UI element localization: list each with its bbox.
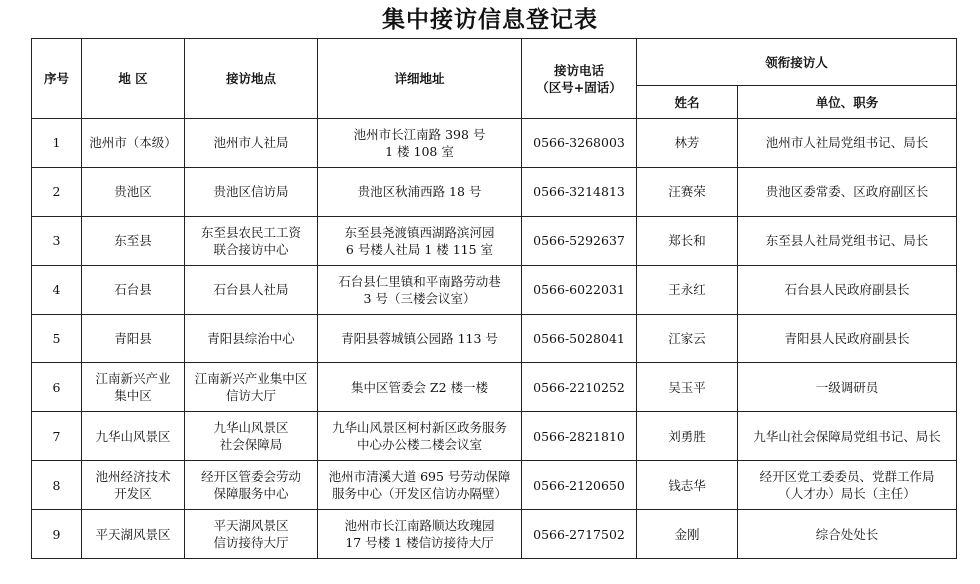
cell-region	[82, 461, 185, 510]
cell-location	[185, 167, 318, 216]
cell-phone: 0566-3268003	[522, 119, 637, 168]
cell-phone: 0566-2717502	[522, 510, 637, 559]
cell-location	[185, 412, 318, 461]
cell-seq: 7	[32, 412, 82, 461]
cell-address-line: 中心办公楼二楼会议室	[356, 437, 482, 453]
table-row	[32, 412, 957, 461]
cell-name: 刘勇胜	[637, 412, 738, 461]
cell-address-line: 东至县尧渡镇西湖路滨河园	[344, 224, 495, 240]
cell-seq: 8	[32, 461, 82, 510]
cell-unit-line: 贵池区委常委、区政府副区长	[765, 184, 929, 200]
header-seq: 序号	[32, 39, 82, 119]
cell-unit	[738, 265, 957, 314]
cell-address-line: 九华山风景区柯村新区政务服务	[331, 420, 507, 436]
table-row	[32, 510, 957, 559]
cell-phone: 0566-5292637	[522, 216, 637, 265]
cell-address-line: 3 号（三楼会议室）	[363, 290, 476, 306]
cell-address	[318, 216, 522, 265]
cell-region	[82, 119, 185, 168]
cell-phone: 0566-2120650	[522, 461, 637, 510]
cell-address-line: 6 号楼人社局 1 楼 115 室	[345, 241, 494, 257]
cell-region-line: 平天湖风景区	[95, 526, 171, 542]
cell-unit	[738, 461, 957, 510]
cell-unit-line: 一级调研员	[815, 379, 879, 395]
cell-seq: 3	[32, 216, 82, 265]
table-row	[32, 314, 957, 363]
header-unit: 单位、职务	[738, 86, 957, 119]
cell-seq: 2	[32, 167, 82, 216]
cell-address-line: 贵池区秋浦西路 18 号	[357, 184, 482, 200]
cell-region	[82, 510, 185, 559]
cell-phone: 0566-2821810	[522, 412, 637, 461]
cell-name: 林芳	[637, 119, 738, 168]
cell-location-line: 池州市人社局	[213, 135, 289, 151]
cell-address	[318, 119, 522, 168]
cell-address	[318, 265, 522, 314]
cell-address	[318, 314, 522, 363]
header-phone-line1: 接访电话	[553, 62, 604, 78]
cell-unit	[738, 510, 957, 559]
cell-region-line: 贵池区	[114, 184, 152, 200]
cell-region-line: 九华山风景区	[95, 428, 171, 444]
cell-phone: 0566-5028041	[522, 314, 637, 363]
header-location: 接访地点	[185, 39, 318, 119]
cell-unit-line: 青阳县人民政府副县长	[784, 331, 910, 346]
registration-table	[31, 38, 957, 559]
cell-name: 钱志华	[637, 461, 738, 510]
cell-region	[82, 265, 185, 314]
cell-address-line: 池州市长江南路顺达玫瑰园	[344, 518, 495, 534]
cell-address-line: 青阳县蓉城镇公园路 113 号	[341, 331, 498, 346]
cell-region-line: 石台县	[114, 282, 152, 298]
table-row	[32, 461, 957, 510]
cell-region-line: 东至县	[114, 233, 152, 249]
cell-address	[318, 461, 522, 510]
cell-name: 吴玉平	[637, 363, 738, 412]
cell-location-line: 石台县人社局	[213, 282, 289, 298]
cell-address	[318, 167, 522, 216]
cell-phone: 0566-2210252	[522, 363, 637, 412]
cell-unit-line: 石台县人民政府副县长	[784, 282, 910, 298]
cell-location	[185, 265, 318, 314]
table-row	[32, 119, 957, 168]
cell-name: 江家云	[637, 314, 738, 363]
cell-unit-line: 经开区党工委委员、党群工作局	[759, 469, 935, 485]
cell-region-line: 池州经济技术	[95, 469, 171, 485]
cell-region-line: 青阳县	[114, 331, 152, 346]
table-row	[32, 363, 957, 412]
cell-location	[185, 314, 318, 363]
table-row	[32, 216, 957, 265]
cell-location-line: 社会保障局	[219, 437, 283, 453]
cell-unit	[738, 216, 957, 265]
cell-address-line: 池州市长江南路 398 号	[353, 126, 486, 142]
cell-address-line: 1 楼 108 室	[385, 143, 454, 159]
header-address: 详细地址	[318, 39, 522, 119]
cell-location-line: 联合接访中心	[213, 241, 289, 257]
cell-unit-line: 九华山社会保障局党组书记、局长	[753, 428, 941, 444]
cell-location-line: 九华山风景区	[213, 420, 289, 436]
cell-name: 郑长和	[637, 216, 738, 265]
cell-location-line: 江南新兴产业集中区	[194, 371, 308, 387]
cell-region	[82, 363, 185, 412]
cell-unit	[738, 314, 957, 363]
cell-location	[185, 461, 318, 510]
cell-address-line: 石台县仁里镇和平南路劳动巷	[338, 273, 501, 289]
cell-address-line: 17 号楼 1 楼信访接待大厅	[345, 535, 494, 551]
cell-region	[82, 216, 185, 265]
cell-location-line: 平天湖风景区	[213, 518, 289, 534]
cell-seq: 1	[32, 119, 82, 168]
cell-region-line: 江南新兴产业	[95, 371, 171, 387]
cell-unit-line: 东至县人社局党组书记、局长	[765, 233, 929, 249]
cell-location-line: 贵池区信访局	[213, 184, 289, 200]
cell-seq: 6	[32, 363, 82, 412]
cell-location-line: 保障服务中心	[213, 486, 289, 502]
cell-unit-line: 综合处处长	[815, 526, 879, 542]
cell-region-line: 集中区	[114, 388, 152, 404]
cell-address-line: 池州市清溪大道 695 号劳动保障	[328, 469, 511, 485]
page-title: 集中接访信息登记表	[382, 7, 598, 33]
cell-unit	[738, 167, 957, 216]
cell-location	[185, 119, 318, 168]
cell-location-line: 经开区管委会劳动	[200, 469, 301, 485]
cell-unit	[738, 363, 957, 412]
cell-phone: 0566-3214813	[522, 167, 637, 216]
cell-unit	[738, 412, 957, 461]
cell-address-line: 集中区管委会 Z2 楼一楼	[350, 379, 489, 395]
cell-seq: 9	[32, 510, 82, 559]
cell-location	[185, 363, 318, 412]
cell-unit	[738, 119, 957, 168]
cell-unit-line: （人才办）局长（主任）	[778, 486, 916, 502]
cell-phone: 0566-6022031	[522, 265, 637, 314]
cell-address-line: 服务中心（开发区信访办隔壁）	[331, 486, 507, 502]
cell-region	[82, 412, 185, 461]
cell-unit-line: 池州市人社局党组书记、局长	[765, 135, 929, 151]
cell-location-line: 信访接待大厅	[213, 535, 289, 551]
cell-location-line: 青阳县综治中心	[207, 331, 295, 346]
header-phone	[522, 39, 637, 119]
header-phone-line2: （区号+固话）	[536, 79, 622, 95]
cell-region-line: 开发区	[114, 486, 152, 502]
cell-name: 王永红	[637, 265, 738, 314]
table-body	[32, 119, 957, 559]
cell-region	[82, 314, 185, 363]
table-row	[32, 265, 957, 314]
table-row	[32, 167, 957, 216]
cell-name: 金刚	[637, 510, 738, 559]
header-region: 地 区	[82, 39, 185, 119]
cell-location	[185, 216, 318, 265]
cell-address	[318, 363, 522, 412]
cell-address	[318, 510, 522, 559]
cell-location-line: 东至县农民工工资	[200, 224, 301, 240]
header-leader: 领衔接访人	[637, 39, 957, 86]
cell-location-line: 信访大厅	[225, 388, 276, 404]
cell-seq: 5	[32, 314, 82, 363]
header-name: 姓名	[637, 86, 738, 119]
cell-address	[318, 412, 522, 461]
cell-seq: 4	[32, 265, 82, 314]
cell-region-line: 池州市（本级）	[89, 135, 177, 151]
cell-name: 汪赛荣	[637, 167, 738, 216]
cell-region	[82, 167, 185, 216]
cell-location	[185, 510, 318, 559]
